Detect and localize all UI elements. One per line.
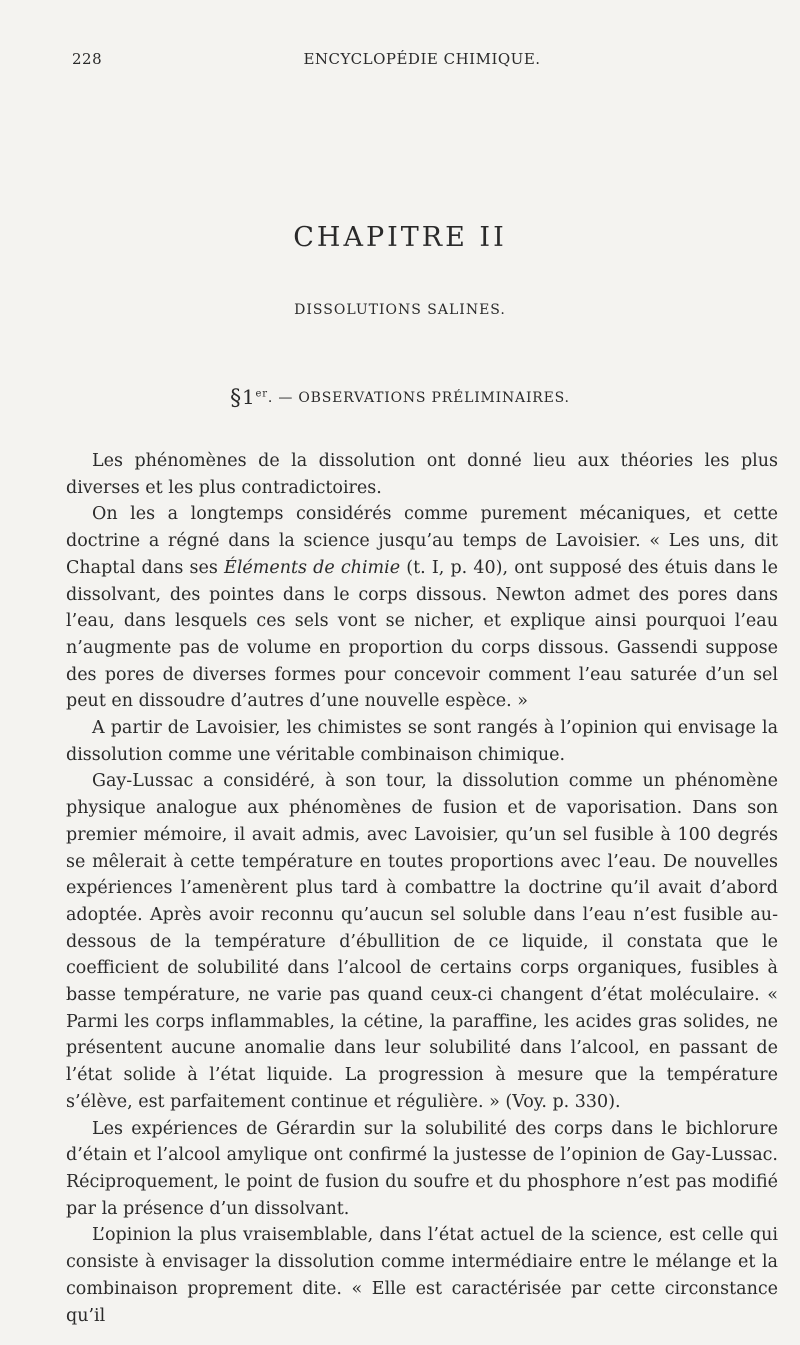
section-number-suffix: er (255, 388, 268, 400)
chapter-title: CHAPITRE II (293, 222, 507, 253)
book-title-italic: Éléments de chimie (224, 557, 401, 578)
paragraph-5: Les expériences de Gérardin sur la solubilité des corps dans le bichlorure d’étain et l’alcool amylique ont confirmé la justesse de l’opinion de Gay-Lussac. Réciproquement, le point de fusion du soufre et du phosphore n’est pas modifié par la présence d’un dissolvant. (66, 1118, 778, 1219)
paragraph-2 (66, 501, 778, 715)
paragraph-6: L’opinion la plus vraisemblable, dans l’état actuel de la science, est celle qui consiste à envisager la dissolution comme intermédiaire entre le mélange et la combinaison proprement dite. « Elle est caractérisée par cette circonstance qu’il (66, 1225, 778, 1326)
body-text (66, 448, 778, 1329)
running-head (72, 50, 772, 74)
section-title: . — OBSERVATIONS PRÉLIMINAIRES. (267, 390, 570, 406)
running-title: ENCYCLOPÉDIE CHIMIQUE. (303, 50, 541, 68)
paragraph-4: Gay-Lussac a considéré, à son tour, la dissolution comme un phénomène physique analogue aux phénomènes de fusion et de vaporisation. Dans son premier mémoire, il avait admis, avec Lavoisier, qu’un sel fusible à 100 degrés se mêlerait à cette température en toutes proportions avec l’eau. De nouvelles expériences l’amenèrent plus tard à combattre la doctrine qu’il avait d’abord adoptée. Après avoir reconnu qu’aucun sel soluble dans l’eau n’est fusible au-dessous de la température d’ébullition de ce liquide, il constata que le coefficient de solubilité dans l’alcool de certains corps organiques, fusibles à basse température, ne varie pas quand ceux-ci changent d’état moléculaire. « Parmi les corps inflammables, la cétine, la paraffine, les acides gras solides, ne présentent aucune anomalie dans leur solubilité dans l’alcool, en passant de l’état solide à l’état liquide. La progression à mesure que la température s’élève, est parfaitement continue et régulière. » (Voy. p. 330). (66, 771, 778, 1112)
section-heading (0, 385, 800, 411)
paragraph-3: A partir de Lavoisier, les chimistes se sont rangés à l’opinion qui envisage la dissolution comme une véritable combinaison chimique. (66, 718, 778, 765)
section-number: 1 (241, 385, 256, 409)
chapter-subtitle: DISSOLUTIONS SALINES. (294, 302, 506, 318)
paragraph-2-text-b: (t. I, p. 40), ont supposé des étuis dans le dissolvant, des pointes dans le corps dissous. Newton admet des pores dans l’eau, dans lesquels ces sels vont se nicher, et explique ainsi pourquoi l’eau n’augmente pas de volume en proportion du corps dissous. Gassendi suppose des pores de diverses formes pour concevoir comment l’eau saturée d’un sel peut en dissoudre d’autres d’une nouvelle espèce. » (66, 557, 778, 712)
page-number: 228 (72, 50, 103, 68)
section-sign: § (230, 386, 242, 411)
paragraph-1: Les phénomènes de la dissolution ont donné lieu aux théories les plus diverses et les plus contradictoires. (66, 451, 778, 498)
paragraph-2-text-a: On les a longtemps considérés comme purement mécaniques, et cette doctrine a régné dans la science jusqu’au temps de Lavoisier. « Les uns, dit Chaptal dans ses (66, 504, 778, 578)
